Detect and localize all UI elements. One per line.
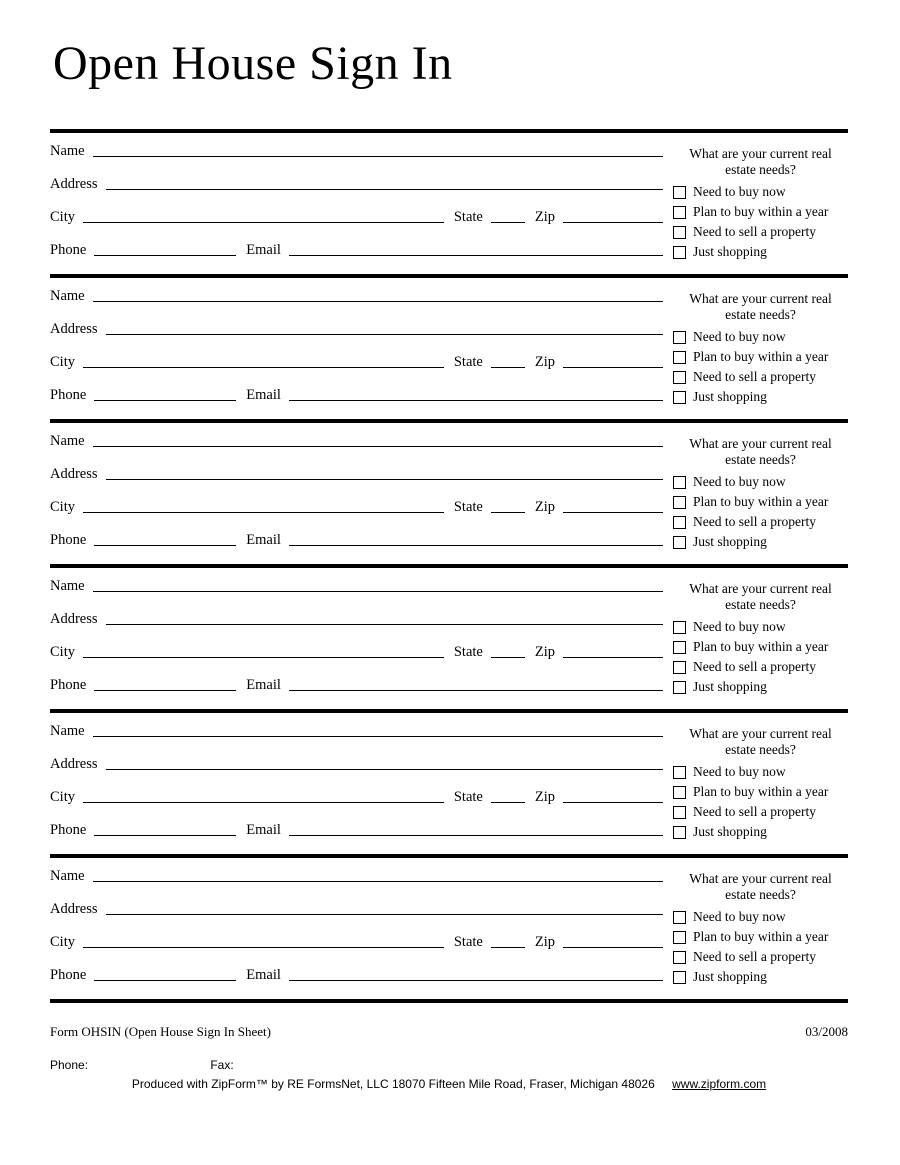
email-label: Email: [246, 387, 281, 403]
just-shopping-label: Just shopping: [693, 969, 767, 984]
needs-question-line1: What are your current real: [689, 291, 832, 306]
need-to-sell-row: [673, 657, 848, 677]
just-shopping-row: [673, 387, 848, 407]
just-shopping-checkbox[interactable]: [673, 246, 686, 259]
name-input-line[interactable]: [93, 431, 663, 447]
footer-id-row: [50, 1024, 848, 1040]
just-shopping-row: [673, 532, 848, 552]
email-label: Email: [246, 822, 281, 838]
name-row: [50, 133, 663, 160]
zip-label: Zip: [534, 354, 555, 370]
needs-question-line2: estate needs?: [725, 307, 796, 322]
footer-attribution-row: [50, 1077, 848, 1091]
phone-email-row: [50, 516, 663, 549]
needs-question: [673, 146, 848, 178]
footer-contact-row: [50, 1058, 848, 1072]
email-label: Email: [246, 677, 281, 693]
phone-label: Phone: [50, 822, 87, 838]
needs-checkbox-group: [673, 762, 848, 842]
need-to-buy-now-checkbox[interactable]: [673, 621, 686, 634]
just-shopping-row: [673, 242, 848, 262]
state-input-line[interactable]: [491, 352, 525, 368]
address-row: [50, 595, 663, 628]
entry-fields: [50, 713, 663, 854]
email-input-line[interactable]: [289, 530, 663, 546]
address-label: Address: [50, 901, 98, 917]
needs-checkbox-group: [673, 472, 848, 552]
zip-label: Zip: [534, 934, 555, 950]
state-input-line[interactable]: [491, 497, 525, 513]
need-to-buy-now-checkbox[interactable]: [673, 911, 686, 924]
address-label: Address: [50, 466, 98, 482]
city-state-zip-row: [50, 338, 663, 371]
just-shopping-checkbox[interactable]: [673, 971, 686, 984]
needs-question: [673, 726, 848, 758]
signin-sections: [50, 133, 848, 1003]
needs-panel: [673, 568, 848, 709]
needs-checkbox-group: [673, 907, 848, 987]
just-shopping-label: Just shopping: [693, 244, 767, 259]
need-to-buy-now-row: [673, 617, 848, 637]
name-input-line[interactable]: [93, 286, 663, 302]
address-input-line[interactable]: [106, 174, 663, 190]
name-label: Name: [50, 723, 85, 739]
address-input-line[interactable]: [106, 609, 663, 625]
city-input-line[interactable]: [83, 787, 444, 803]
state-input-line[interactable]: [491, 932, 525, 948]
zipform-link[interactable]: www.zipform.com: [672, 1077, 767, 1091]
city-input-line[interactable]: [83, 932, 444, 948]
needs-question: [673, 581, 848, 613]
address-label: Address: [50, 611, 98, 627]
name-input-line[interactable]: [93, 866, 663, 882]
address-input-line[interactable]: [106, 754, 663, 770]
name-input-line[interactable]: [93, 721, 663, 737]
entry-fields: [50, 568, 663, 709]
need-to-sell-row: [673, 947, 848, 967]
need-to-buy-now-label: Need to buy now: [693, 764, 786, 779]
phone-label: Phone: [50, 387, 87, 403]
footer-fax-label: Fax:: [210, 1058, 234, 1072]
need-to-buy-now-label: Need to buy now: [693, 329, 786, 344]
email-input-line[interactable]: [289, 385, 663, 401]
just-shopping-row: [673, 822, 848, 842]
signin-entry: [50, 858, 848, 1003]
address-row: [50, 160, 663, 193]
email-input-line[interactable]: [289, 965, 663, 981]
needs-checkbox-group: [673, 182, 848, 262]
zip-input-line[interactable]: [563, 642, 663, 658]
city-state-zip-row: [50, 773, 663, 806]
email-input-line[interactable]: [289, 820, 663, 836]
needs-panel: [673, 713, 848, 854]
city-state-zip-row: [50, 483, 663, 516]
needs-question-line2: estate needs?: [725, 742, 796, 757]
phone-label: Phone: [50, 532, 87, 548]
just-shopping-label: Just shopping: [693, 679, 767, 694]
need-to-buy-now-row: [673, 327, 848, 347]
needs-panel: [673, 133, 848, 274]
needs-panel: [673, 858, 848, 999]
need-to-sell-checkbox[interactable]: [673, 226, 686, 239]
city-input-line[interactable]: [83, 207, 444, 223]
state-label: State: [453, 499, 483, 515]
zip-label: Zip: [534, 644, 555, 660]
needs-question-line2: estate needs?: [725, 887, 796, 902]
need-to-buy-now-checkbox[interactable]: [673, 186, 686, 199]
address-row: [50, 450, 663, 483]
needs-question-line1: What are your current real: [689, 146, 832, 161]
address-input-line[interactable]: [106, 319, 663, 335]
plan-to-buy-label: Plan to buy within a year: [693, 349, 829, 364]
just-shopping-label: Just shopping: [693, 824, 767, 839]
need-to-buy-now-label: Need to buy now: [693, 909, 786, 924]
phone-input-line[interactable]: [94, 820, 236, 836]
needs-question: [673, 291, 848, 323]
phone-input-line[interactable]: [94, 385, 236, 401]
state-label: State: [453, 209, 483, 225]
email-label: Email: [246, 967, 281, 983]
email-label: Email: [246, 532, 281, 548]
state-input-line[interactable]: [491, 787, 525, 803]
name-row: [50, 423, 663, 450]
state-label: State: [453, 789, 483, 805]
need-to-sell-row: [673, 367, 848, 387]
name-label: Name: [50, 433, 85, 449]
phone-email-row: [50, 806, 663, 839]
plan-to-buy-label: Plan to buy within a year: [693, 784, 829, 799]
city-state-zip-row: [50, 918, 663, 951]
needs-checkbox-group: [673, 617, 848, 697]
plan-to-buy-row: [673, 347, 848, 367]
phone-email-row: [50, 371, 663, 404]
need-to-buy-now-checkbox[interactable]: [673, 766, 686, 779]
zip-input-line[interactable]: [563, 932, 663, 948]
signin-entry: [50, 713, 848, 858]
plan-to-buy-row: [673, 637, 848, 657]
signin-entry: [50, 133, 848, 278]
just-shopping-label: Just shopping: [693, 534, 767, 549]
plan-to-buy-checkbox[interactable]: [673, 641, 686, 654]
need-to-buy-now-row: [673, 907, 848, 927]
city-label: City: [50, 499, 75, 515]
needs-panel: [673, 278, 848, 419]
phone-input-line[interactable]: [94, 530, 236, 546]
need-to-sell-checkbox[interactable]: [673, 951, 686, 964]
form-date: 03/2008: [805, 1024, 848, 1039]
name-row: [50, 713, 663, 740]
address-row: [50, 885, 663, 918]
name-label: Name: [50, 143, 85, 159]
just-shopping-label: Just shopping: [693, 389, 767, 404]
state-label: State: [453, 934, 483, 950]
need-to-sell-label: Need to sell a property: [693, 224, 816, 239]
city-label: City: [50, 789, 75, 805]
need-to-sell-checkbox[interactable]: [673, 516, 686, 529]
need-to-buy-now-label: Need to buy now: [693, 184, 786, 199]
need-to-sell-label: Need to sell a property: [693, 369, 816, 384]
phone-input-line[interactable]: [94, 965, 236, 981]
address-label: Address: [50, 756, 98, 772]
plan-to-buy-label: Plan to buy within a year: [693, 929, 829, 944]
need-to-buy-now-checkbox[interactable]: [673, 476, 686, 489]
plan-to-buy-label: Plan to buy within a year: [693, 204, 829, 219]
produced-with-text: Produced with ZipForm™ by RE FormsNet, LLC 18070 Fifteen Mile Road, Fraser, Michigan 48026: [131, 1077, 655, 1091]
need-to-sell-label: Need to sell a property: [693, 949, 816, 964]
just-shopping-row: [673, 677, 848, 697]
needs-question-line1: What are your current real: [689, 871, 832, 886]
entry-fields: [50, 423, 663, 564]
name-row: [50, 278, 663, 305]
needs-question-line1: What are your current real: [689, 581, 832, 596]
signin-entry: [50, 278, 848, 423]
just-shopping-checkbox[interactable]: [673, 391, 686, 404]
zip-label: Zip: [534, 499, 555, 515]
need-to-sell-row: [673, 222, 848, 242]
need-to-buy-now-row: [673, 762, 848, 782]
form-id: Form OHSIN (Open House Sign In Sheet): [50, 1024, 271, 1039]
need-to-sell-checkbox[interactable]: [673, 371, 686, 384]
signin-entry: [50, 568, 848, 713]
email-input-line[interactable]: [289, 675, 663, 691]
name-label: Name: [50, 868, 85, 884]
state-label: State: [453, 354, 483, 370]
address-input-line[interactable]: [106, 464, 663, 480]
address-label: Address: [50, 176, 98, 192]
entry-fields: [50, 133, 663, 274]
just-shopping-row: [673, 967, 848, 987]
needs-question-line2: estate needs?: [725, 452, 796, 467]
need-to-sell-row: [673, 512, 848, 532]
need-to-sell-label: Need to sell a property: [693, 804, 816, 819]
phone-input-line[interactable]: [94, 240, 236, 256]
need-to-sell-checkbox[interactable]: [673, 806, 686, 819]
city-label: City: [50, 934, 75, 950]
need-to-buy-now-row: [673, 472, 848, 492]
city-input-line[interactable]: [83, 352, 444, 368]
zip-input-line[interactable]: [563, 207, 663, 223]
just-shopping-checkbox[interactable]: [673, 681, 686, 694]
state-input-line[interactable]: [491, 642, 525, 658]
name-label: Name: [50, 288, 85, 304]
entry-fields: [50, 278, 663, 419]
footer-phone-label: Phone:: [50, 1058, 89, 1072]
city-input-line[interactable]: [83, 642, 444, 658]
name-input-line[interactable]: [93, 141, 663, 157]
needs-question-line2: estate needs?: [725, 597, 796, 612]
phone-input-line[interactable]: [94, 675, 236, 691]
needs-question-line1: What are your current real: [689, 726, 832, 741]
phone-label: Phone: [50, 967, 87, 983]
zip-input-line[interactable]: [563, 787, 663, 803]
signin-entry: [50, 423, 848, 568]
plan-to-buy-label: Plan to buy within a year: [693, 494, 829, 509]
state-label: State: [453, 644, 483, 660]
plan-to-buy-checkbox[interactable]: [673, 206, 686, 219]
email-input-line[interactable]: [289, 240, 663, 256]
need-to-buy-now-label: Need to buy now: [693, 474, 786, 489]
plan-to-buy-row: [673, 782, 848, 802]
plan-to-buy-checkbox[interactable]: [673, 496, 686, 509]
need-to-sell-label: Need to sell a property: [693, 659, 816, 674]
plan-to-buy-label: Plan to buy within a year: [693, 639, 829, 654]
entry-fields: [50, 858, 663, 999]
needs-panel: [673, 423, 848, 564]
address-row: [50, 305, 663, 338]
phone-email-row: [50, 951, 663, 984]
need-to-buy-now-label: Need to buy now: [693, 619, 786, 634]
name-label: Name: [50, 578, 85, 594]
need-to-sell-checkbox[interactable]: [673, 661, 686, 674]
need-to-buy-now-row: [673, 182, 848, 202]
plan-to-buy-checkbox[interactable]: [673, 786, 686, 799]
needs-question-line2: estate needs?: [725, 162, 796, 177]
name-row: [50, 568, 663, 595]
city-state-zip-row: [50, 628, 663, 661]
zip-input-line[interactable]: [563, 352, 663, 368]
plan-to-buy-checkbox[interactable]: [673, 931, 686, 944]
plan-to-buy-row: [673, 492, 848, 512]
plan-to-buy-row: [673, 927, 848, 947]
zip-input-line[interactable]: [563, 497, 663, 513]
address-label: Address: [50, 321, 98, 337]
zip-label: Zip: [534, 209, 555, 225]
needs-question: [673, 871, 848, 903]
phone-email-row: [50, 226, 663, 259]
address-input-line[interactable]: [106, 899, 663, 915]
plan-to-buy-row: [673, 202, 848, 222]
needs-question: [673, 436, 848, 468]
zip-label: Zip: [534, 789, 555, 805]
phone-email-row: [50, 661, 663, 694]
just-shopping-checkbox[interactable]: [673, 826, 686, 839]
name-row: [50, 858, 663, 885]
state-input-line[interactable]: [491, 207, 525, 223]
city-label: City: [50, 644, 75, 660]
city-input-line[interactable]: [83, 497, 444, 513]
need-to-buy-now-checkbox[interactable]: [673, 331, 686, 344]
email-label: Email: [246, 242, 281, 258]
needs-checkbox-group: [673, 327, 848, 407]
city-label: City: [50, 354, 75, 370]
name-input-line[interactable]: [93, 576, 663, 592]
page-title: Open House Sign In: [53, 37, 453, 90]
city-label: City: [50, 209, 75, 225]
need-to-sell-label: Need to sell a property: [693, 514, 816, 529]
needs-question-line1: What are your current real: [689, 436, 832, 451]
city-state-zip-row: [50, 193, 663, 226]
address-row: [50, 740, 663, 773]
just-shopping-checkbox[interactable]: [673, 536, 686, 549]
form-footer: [50, 1024, 848, 1091]
plan-to-buy-checkbox[interactable]: [673, 351, 686, 364]
need-to-sell-row: [673, 802, 848, 822]
phone-label: Phone: [50, 677, 87, 693]
phone-label: Phone: [50, 242, 87, 258]
